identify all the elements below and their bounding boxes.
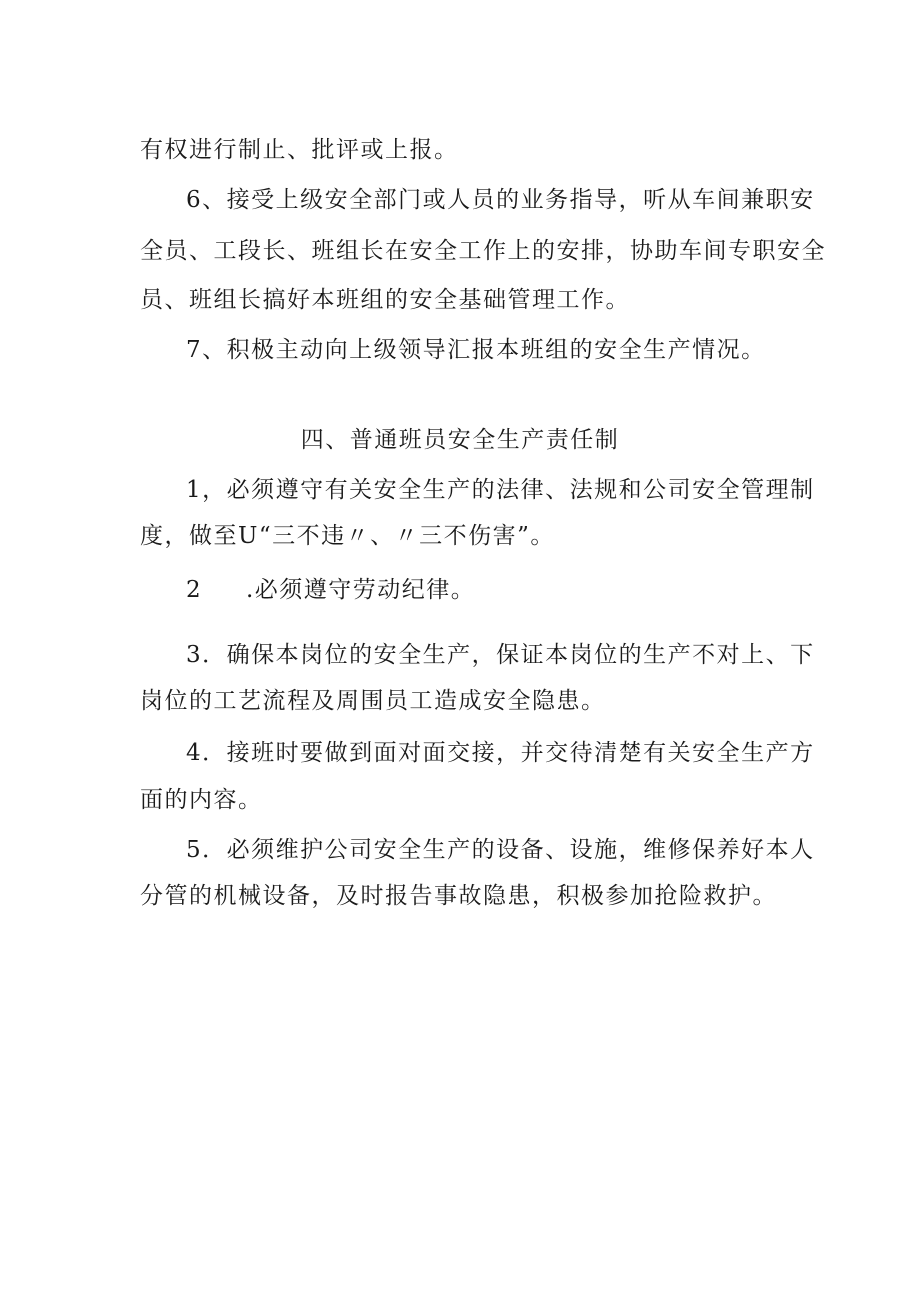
section-item-3-line-1: 3．确保本岗位的安全生产，保证本岗位的生产不对上、下 xyxy=(186,642,815,668)
section-item-5-line-2: 分管的机械设备，及时报告事故隐患，积极参加抢险救护。 xyxy=(140,883,777,909)
item-6-line-1: 6、接受上级安全部门或人员的业务指导，听从车间兼职安 xyxy=(186,187,815,213)
section-item-4-line-2: 面的内容。 xyxy=(140,787,263,813)
item-6-line-3: 员、班组长搞好本班组的安全基础管理工作。 xyxy=(140,287,630,313)
section-item-2-text: .必须遵守劳动纪律。 xyxy=(246,577,476,603)
section-item-3-line-2: 岗位的工艺流程及周围员工造成安全隐患。 xyxy=(140,688,606,714)
item-6-line-2: 全员、工段长、班组长在安全工作上的安排，协助车间专职安全 xyxy=(140,238,826,264)
continuation-line: 有权进行制止、批评或上报。 xyxy=(140,137,459,163)
section-title: 四、普通班员安全生产责任制 xyxy=(300,427,620,453)
section-item-2-number: 2 xyxy=(186,577,203,603)
section-item-4-line-1: 4．接班时要做到面对面交接，并交待清楚有关安全生产方 xyxy=(186,740,815,766)
section-item-5-line-1: 5．必须维护公司安全生产的设备、设施，维修保养好本人 xyxy=(186,837,815,863)
item-7-line-1: 7、积极主动向上级领导汇报本班组的安全生产情况。 xyxy=(186,337,766,363)
section-item-2 xyxy=(186,575,475,605)
section-item-1-line-1: 1，必须遵守有关安全生产的法律、法规和公司安全管理制 xyxy=(186,477,815,503)
section-item-1-line-2: 度，做至U“三不违〃、〃三不伤害”。 xyxy=(140,523,555,549)
